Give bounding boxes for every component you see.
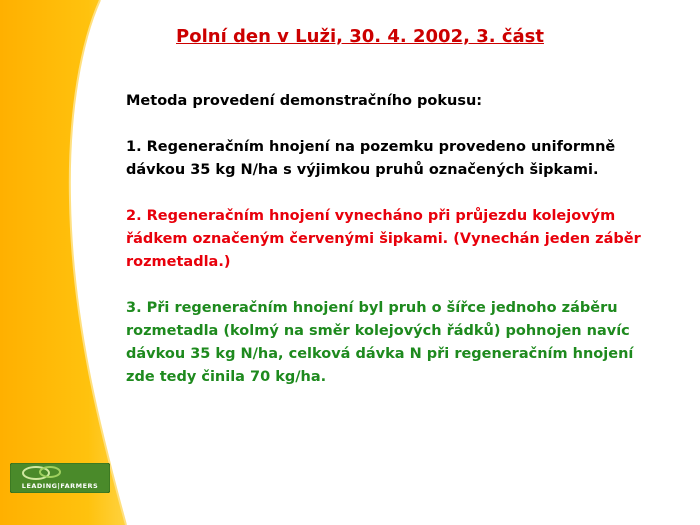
leading-farmers-logo	[10, 463, 110, 493]
point-1-text: 1. Regeneračním hnojení na pozemku provedeno uniformně dávkou 35 kg N/ha s výjimkou pruhů označených šipkami.	[126, 139, 616, 178]
svg-text:LEADING|FARMERS: LEADING|FARMERS	[21, 482, 99, 490]
point-2-text: 2. Regeneračním hnojení vynecháno při průjezdu kolejovým řádkem označeným červenými šipkami. (Vynechán jeden záběr rozmetadla.)	[126, 208, 641, 270]
slide-body	[126, 90, 646, 389]
slide-title: Polní den v Luži, 30. 4. 2002, 3. část	[176, 26, 544, 47]
side-band-decoration	[0, 0, 140, 525]
intro-text: Metoda provedení demonstračního pokusu:	[126, 93, 483, 109]
point-3-text: 3. Při regeneračním hnojení byl pruh o šířce jednoho záběru rozmetadla (kolmý na směr kolejových řádků) pohnojen navíc dávkou 35 kg N/ha, celková dávka N při regeneračním hnojení zde tedy činila 70 kg/ha.	[126, 300, 634, 385]
